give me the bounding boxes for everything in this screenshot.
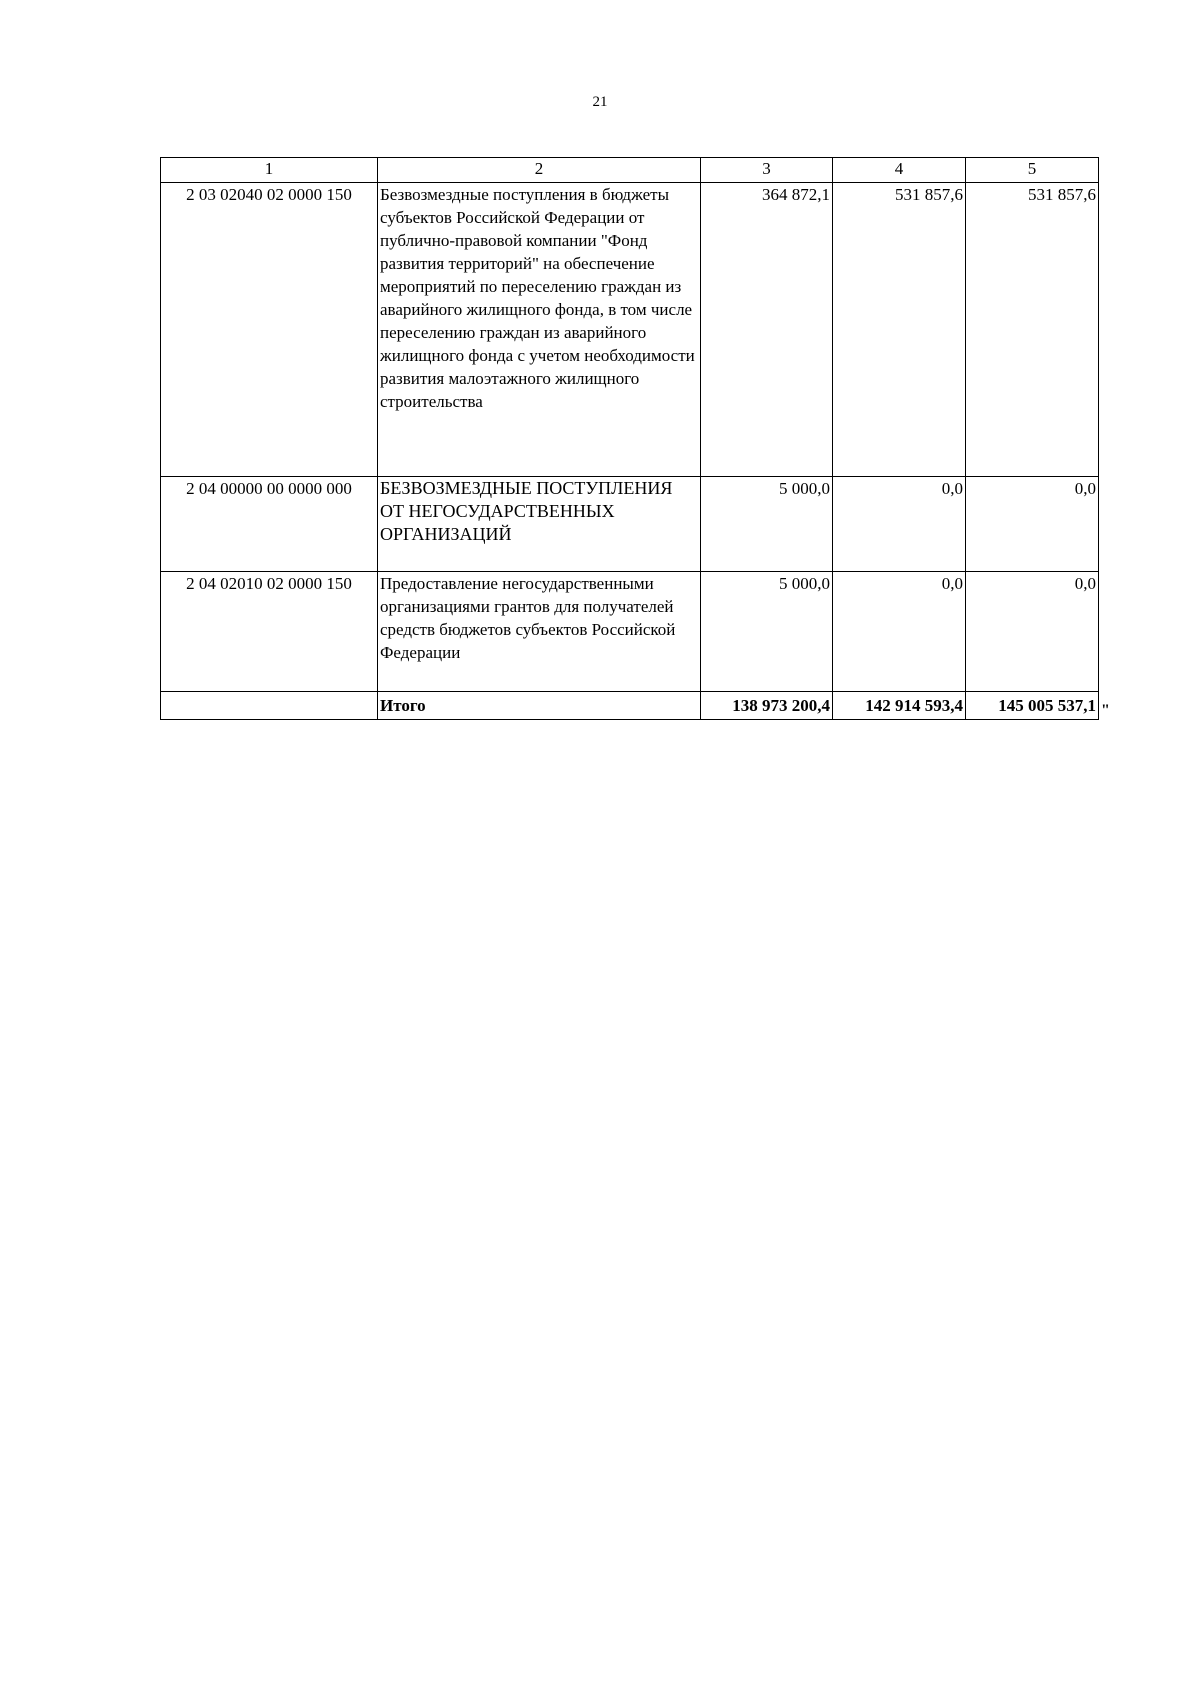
total-col5: 145 005 537,1 (966, 692, 1099, 720)
column-header-1: 1 (161, 158, 378, 183)
amount-col3: 5 000,0 (701, 477, 833, 572)
amount-col4: 0,0 (833, 572, 966, 692)
column-header-5: 5 (966, 158, 1099, 183)
table-row (161, 183, 1099, 477)
amount-col4: 531 857,6 (833, 183, 966, 477)
column-header-3: 3 (701, 158, 833, 183)
amount-col4: 0,0 (833, 477, 966, 572)
revenue-name: БЕЗВОЗМЕЗДНЫЕ ПОСТУПЛЕНИЯ ОТ НЕГОСУДАРСТВЕННЫХ ОРГАНИЗАЦИЙ (378, 477, 701, 572)
table-row (161, 477, 1099, 572)
table-row (161, 572, 1099, 692)
total-label: Итого (378, 692, 701, 720)
budget-revenue-table (160, 157, 1099, 720)
budget-code: 2 04 02010 02 0000 150 (161, 572, 378, 692)
amount-col5: 0,0 (966, 572, 1099, 692)
amount-col5: 531 857,6 (966, 183, 1099, 477)
amount-col3: 5 000,0 (701, 572, 833, 692)
amount-col5: 0,0 (966, 477, 1099, 572)
total-code (161, 692, 378, 720)
revenue-name: Безвозмездные поступления в бюджеты субъектов Российской Федерации от публично-правовой компании "Фонд развития территорий" на обеспечение мероприятий по переселению граждан из аварийного жилищного фонда, в том числе переселению граждан из аварийного жилищного фонда с учетом необходимости развития малоэтажного жилищного строительства (378, 183, 701, 477)
table-header-row (161, 158, 1099, 183)
closing-quote-mark: " (1101, 702, 1110, 719)
column-header-4: 4 (833, 158, 966, 183)
revenue-name: Предоставление негосударственными организациями грантов для получателей средств бюджетов субъектов Российской Федерации (378, 572, 701, 692)
budget-code: 2 03 02040 02 0000 150 (161, 183, 378, 477)
total-row (161, 692, 1099, 720)
column-header-2: 2 (378, 158, 701, 183)
amount-col3: 364 872,1 (701, 183, 833, 477)
budget-code: 2 04 00000 00 0000 000 (161, 477, 378, 572)
total-col4: 142 914 593,4 (833, 692, 966, 720)
page-number: 21 (592, 94, 608, 110)
total-col3: 138 973 200,4 (701, 692, 833, 720)
